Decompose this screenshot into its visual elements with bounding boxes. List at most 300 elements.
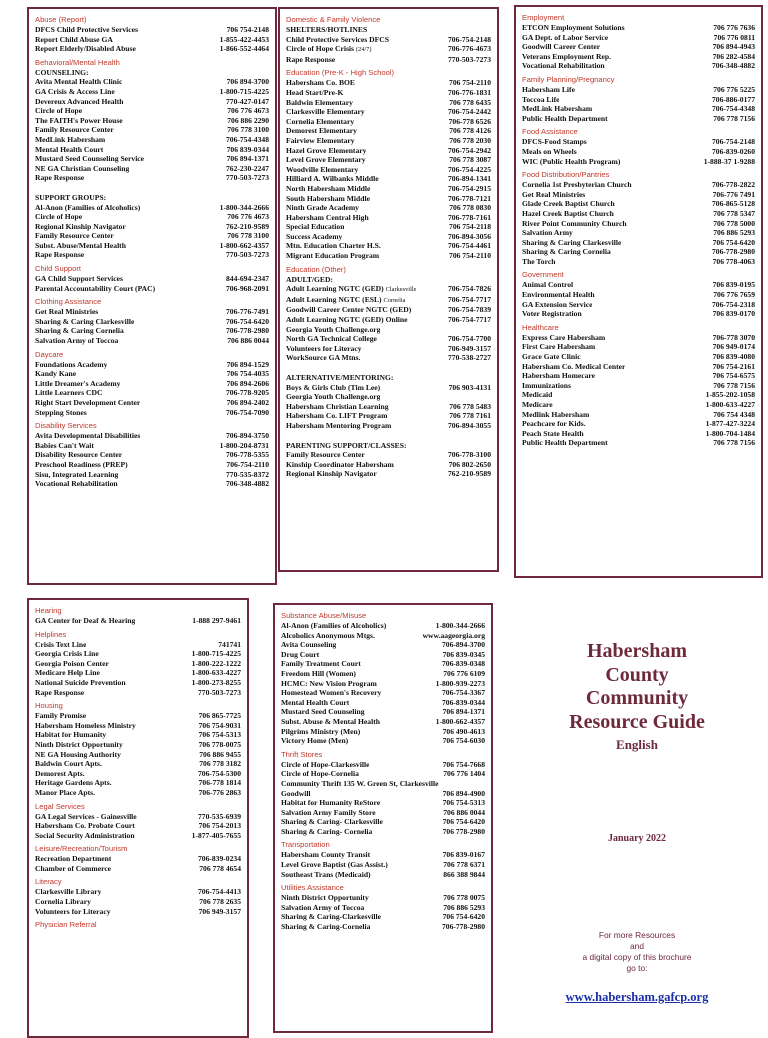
resource-name-wrap <box>35 688 84 698</box>
resource-phone: 762-230-2247 <box>225 163 269 173</box>
resource-phone: 706 894-1371 <box>442 707 485 717</box>
resource-entry <box>286 334 491 344</box>
resource-name-wrap <box>286 241 381 251</box>
resource-entry <box>286 117 491 127</box>
resource-entry <box>281 640 485 650</box>
resource-name-wrap <box>35 640 86 650</box>
resource-phone: 770-503-7273 <box>225 250 269 260</box>
resource-entry <box>522 219 755 229</box>
resource-name: NE GA Housing Authority <box>35 749 121 759</box>
resource-name: Hilliard A. Wilbanks Middle <box>286 174 379 184</box>
resource-name-wrap <box>286 222 344 232</box>
resource-name-wrap <box>522 333 605 343</box>
resource-entry <box>35 812 241 822</box>
resource-name: Salvation Army of Toccoa <box>281 902 365 912</box>
resource-phone: 706 778 2635 <box>199 897 241 907</box>
resource-phone: www.aageorgia.org <box>422 630 485 640</box>
resource-entry <box>286 392 491 402</box>
resource-entry <box>281 707 485 717</box>
resource-name-wrap <box>35 87 115 97</box>
section-title: Housing <box>35 701 63 711</box>
resource-name-wrap <box>522 52 611 62</box>
resource-name-wrap <box>35 441 94 451</box>
resource-name-wrap <box>522 352 581 362</box>
resource-name-wrap <box>286 136 355 146</box>
resource-phone: 1-855-202-1058 <box>705 390 755 400</box>
resource-name-wrap <box>286 44 372 55</box>
resource-name-wrap <box>286 402 389 412</box>
resource-name-wrap <box>35 721 136 731</box>
resource-phone: 706 754-5313 <box>198 730 241 740</box>
resource-name: Sharing & Caring- Clarkesville <box>281 817 383 827</box>
resource-name: GA Crisis & Access Line <box>35 86 115 96</box>
resource-entry <box>35 854 241 864</box>
section-title: Food Assistance <box>522 127 578 137</box>
resource-entry <box>286 325 491 335</box>
resource-phone: 844-694-2347 <box>225 274 269 284</box>
resource-name-wrap <box>522 257 555 267</box>
resource-entry <box>35 231 269 241</box>
resource-phone: 706 886 0044 <box>227 336 269 346</box>
resource-phone: 706 949-0174 <box>712 342 755 352</box>
resource-name: Little Learners CDC <box>35 388 103 398</box>
resource-phone: 706 754-2110 <box>449 78 491 88</box>
section-title: Leisure/Recreation/Tourism <box>35 844 128 854</box>
resource-name-wrap <box>35 907 111 917</box>
resource-entry <box>35 759 241 769</box>
resource-section <box>35 58 269 183</box>
resource-name: Avita Mental Health Clinic <box>35 77 123 87</box>
resource-section <box>281 840 485 879</box>
resource-name-wrap <box>281 621 386 631</box>
panel-2 <box>278 7 499 572</box>
resource-phone: 706 754-6575 <box>712 371 755 381</box>
resource-name-wrap <box>286 460 394 470</box>
resource-entry <box>522 400 755 410</box>
resource-entry <box>281 808 485 818</box>
resource-entry <box>286 146 491 156</box>
section-title: Clothing Assistance <box>35 297 102 307</box>
resource-entry <box>286 450 491 460</box>
resource-name-wrap <box>522 410 589 420</box>
resource-name-wrap <box>286 421 391 431</box>
resource-section <box>35 920 241 930</box>
resource-phone: 1-800-939-2273 <box>435 678 485 688</box>
resource-name: Habersham Co. LIFT Program <box>286 411 388 421</box>
resource-name: Special Education <box>286 222 345 232</box>
resource-phone: 706 778 6435 <box>449 97 491 107</box>
resource-phone: 706-778-2980 <box>711 247 755 257</box>
section-subtitle: ALTERNATIVE/MENTORING: <box>286 373 394 382</box>
resource-entry <box>35 106 269 116</box>
resource-name-wrap <box>522 342 595 352</box>
resource-entry <box>35 398 269 408</box>
resource-phone: 770-503-7273 <box>225 173 269 183</box>
resource-entry <box>286 284 491 295</box>
resource-name: Habitat for Humanity ReStore <box>281 798 381 808</box>
resource-entry <box>35 668 241 678</box>
resource-name-wrap <box>286 165 358 175</box>
resource-name: Heritage Gardens Apts. <box>35 778 112 788</box>
section-subtitle: SHELTERS/HOTLINES <box>286 25 368 34</box>
resource-phone: 706-754-2110 <box>226 459 269 469</box>
resource-phone: 706-754-7700 <box>447 334 491 344</box>
resource-name: Get Real Ministries <box>522 189 586 199</box>
resource-name-wrap <box>522 300 592 310</box>
resource-name-wrap <box>35 212 82 222</box>
resource-name: Mental Health Court <box>35 144 104 154</box>
resource-name-wrap <box>35 711 86 721</box>
resource-name: Habersham Homeless Ministry <box>35 720 136 730</box>
resource-name-wrap <box>281 669 356 679</box>
resource-name-wrap <box>522 290 595 300</box>
resource-section <box>281 883 485 931</box>
resource-name: NE GA Christian Counseling <box>35 163 130 173</box>
resource-entry <box>522 342 755 352</box>
resource-phone: 706 778 7156 <box>713 113 755 123</box>
resource-entry <box>35 307 269 317</box>
resource-entry <box>35 87 269 97</box>
cover-more-info <box>512 930 762 974</box>
resource-phone: 706 778 7156 <box>713 380 755 390</box>
resource-name-wrap <box>522 114 608 124</box>
resource-section <box>286 265 491 363</box>
resource-entry <box>35 164 269 174</box>
resource-name-wrap <box>35 106 82 116</box>
resource-name: Success Academy <box>286 231 343 241</box>
resource-name-wrap <box>281 679 377 689</box>
resource-name: MedLink Habersham <box>522 104 593 114</box>
resource-name-wrap <box>35 450 122 460</box>
resource-phone: 706 776 6109 <box>443 668 485 678</box>
resource-name: Ninth Grade Academy <box>286 203 359 213</box>
resource-phone: 706 778-2980 <box>442 826 485 836</box>
resource-phone: 706-894-3700 <box>441 640 485 650</box>
resource-name: Victory Home (Men) <box>281 736 349 746</box>
resource-phone: 1-866-552-4464 <box>219 44 269 54</box>
resource-name-wrap <box>286 450 365 460</box>
resource-name-wrap <box>35 25 138 35</box>
resource-name: Little Dreamer's Academy <box>35 378 121 388</box>
resource-name: DFCS-Food Stamps <box>522 137 587 147</box>
resource-name-wrap <box>35 864 111 874</box>
resource-entry <box>35 788 241 798</box>
resource-phone: 1-877-427-3224 <box>705 419 755 429</box>
resource-section <box>35 187 269 260</box>
resource-phone: 706 776 4673 <box>227 212 269 222</box>
resource-entry <box>35 460 269 470</box>
resource-name-wrap <box>35 326 124 336</box>
resource-entry <box>35 388 269 398</box>
resource-entry <box>35 408 269 418</box>
resource-name-wrap <box>281 736 348 746</box>
resource-entry <box>522 352 755 362</box>
resource-entry <box>522 257 755 267</box>
resource-name: Medicare <box>522 400 553 409</box>
resource-name-wrap <box>281 817 383 827</box>
resource-phone: 706 776 1404 <box>443 769 485 779</box>
resource-entry <box>281 736 485 746</box>
resource-name-wrap <box>35 388 102 398</box>
resource-phone: 706 754-6420 <box>442 817 485 827</box>
resource-name-wrap <box>35 831 135 841</box>
section-title: Food Distribution/Pantries <box>522 170 610 180</box>
resource-name: GA Center for Deaf & Hearing <box>35 616 136 625</box>
resource-name: Al-Anon (Families of Alcoholics) <box>35 202 141 212</box>
resource-phone: 770-535-8372 <box>225 469 269 479</box>
resource-name: Devereux Advanced Health <box>35 96 124 106</box>
resource-name-wrap <box>35 398 140 408</box>
resource-name: Habitat for Humanity <box>35 730 107 740</box>
resource-name: Georgia Crisis Line <box>35 649 99 659</box>
resource-name-wrap <box>522 419 586 429</box>
resource-phone: 1-800-633-4227 <box>191 668 241 678</box>
resource-phone: 706 839-0170 <box>712 309 755 319</box>
resource-name: Habersham Life <box>522 84 575 94</box>
resource-entry <box>35 284 269 294</box>
resource-name-wrap <box>286 469 377 479</box>
resource-phone: 706-776-7491 <box>225 307 269 317</box>
resource-name: First Care Habersham <box>522 342 596 352</box>
resource-name-wrap <box>35 369 76 379</box>
resource-name: Family Resource Center <box>286 450 365 460</box>
resource-phone: 706-754-2148 <box>711 137 755 147</box>
resource-name: Habersham Christian Learning <box>286 401 389 411</box>
resource-name-wrap <box>286 315 408 325</box>
resource-name: Community Thrift 135 W. Green St, Clarkesville <box>281 778 439 788</box>
resource-entry <box>281 650 485 660</box>
resource-name: ETCON Employment Solutions <box>522 23 625 32</box>
section-title: Family Planning/Pregnancy <box>522 74 615 84</box>
section-subtitle: SUPPORT GROUPS: <box>35 192 107 202</box>
resource-name: GA Dept. of Labor Service <box>522 32 609 42</box>
resource-entry <box>281 698 485 708</box>
resource-entry <box>522 280 755 290</box>
resource-name-wrap <box>35 241 126 251</box>
resource-entry <box>522 190 755 200</box>
resource-name: Cornelia Elementary <box>286 116 355 126</box>
resource-section <box>35 15 269 54</box>
resource-phone: 706 754-6030 <box>442 736 485 746</box>
resource-name: Family Resource Center <box>35 125 114 135</box>
resource-phone: 706 894-1529 <box>226 359 269 369</box>
resource-name-wrap <box>35 854 111 864</box>
section-title: Domestic & Family Violence <box>286 15 381 24</box>
resource-entry <box>281 659 485 669</box>
resource-entry <box>522 23 755 33</box>
resource-name: Grace Gate Clinic <box>522 352 581 362</box>
resource-phone: 706 778 7161 <box>449 411 491 421</box>
section-title: Substance Abuse/Misuse <box>281 611 367 620</box>
resource-entry <box>522 381 755 391</box>
resource-name: Get Real Ministries <box>35 307 99 317</box>
resource-entry <box>35 431 269 441</box>
resource-name: Avita Developmental Disabilities <box>35 431 141 441</box>
cover-date: January 2022 <box>607 833 667 844</box>
resource-phone: 706-754-4225 <box>447 164 491 174</box>
resource-phone: 706-754-7717 <box>447 315 491 325</box>
resource-name-wrap <box>281 631 375 641</box>
resource-name-wrap <box>35 154 144 164</box>
resource-entry <box>522 199 755 209</box>
resource-name-wrap <box>286 213 369 223</box>
resource-phone: 706 776 7659 <box>713 290 755 300</box>
resource-phone: 706-778-3100 <box>447 450 491 460</box>
resource-name: Report Elderly/Disabled Abuse <box>35 44 136 54</box>
resource-entry <box>522 114 755 124</box>
resource-name: Kinship Coordinator Habersham <box>286 459 394 469</box>
resource-name: Rape Response <box>286 54 336 64</box>
resource-phone: 1-800-344-2666 <box>219 202 269 212</box>
resource-entry <box>286 295 491 306</box>
resource-name: Ninth District Opportunity <box>35 739 123 749</box>
resource-phone: 1-800-204-8731 <box>219 440 269 450</box>
resource-name-wrap <box>35 769 85 779</box>
resource-name: Goodwill <box>281 788 311 798</box>
resource-phone: 706-839-0260 <box>711 146 755 156</box>
resource-entry <box>522 209 755 219</box>
resource-name-wrap <box>522 61 605 71</box>
resource-phone: 706-754-7826 <box>447 284 491 294</box>
resource-phone: 706-754-7717 <box>447 294 491 304</box>
resource-phone: 706 839-4080 <box>712 352 755 362</box>
resource-name-wrap <box>286 392 380 402</box>
resource-phone: 706 802-2650 <box>448 459 491 469</box>
resource-entry <box>522 371 755 381</box>
resource-name: South Habersham Middle <box>286 193 370 203</box>
resource-phone: 706 839-0167 <box>442 850 485 860</box>
section-title: Physician Referral <box>35 920 97 930</box>
resource-entry <box>35 721 241 731</box>
resource-name-wrap <box>286 411 387 421</box>
resource-phone: 706-886-0177 <box>711 94 755 104</box>
resource-name: Level Grove Baptist (Gas Assist.) <box>281 860 388 870</box>
resource-entry <box>286 165 491 175</box>
resource-name: Habersham Co. Probate Court <box>35 821 135 831</box>
resource-name-wrap <box>522 371 595 381</box>
resource-name: Disability Resource Center <box>35 450 123 460</box>
section-title: Transportation <box>281 840 330 850</box>
resource-phone: 706-754-3367 <box>441 688 485 698</box>
resource-phone: 1-877-405-7655 <box>191 830 241 840</box>
resource-phone: 706 754-7668 <box>442 759 485 769</box>
resource-name: Freedom Hill (Women) <box>281 668 356 678</box>
resource-name: Vocational Rehabilitation <box>522 61 605 71</box>
resource-name: Salvation Army of Toccoa <box>35 336 119 346</box>
resource-name: Southeast Trans (Medicaid) <box>281 869 371 879</box>
resource-phone: 706-754-2318 <box>711 299 755 309</box>
resource-name: Rape Response <box>35 173 85 183</box>
resource-name-wrap <box>281 727 360 737</box>
resource-name: Medlink Habersham <box>522 409 590 419</box>
resource-entry <box>35 678 241 688</box>
section-subtitle: COUNSELING: <box>35 67 89 77</box>
resource-name: Vocational Rehabilitation <box>35 479 118 489</box>
resource-phone: 706 490-4613 <box>442 726 485 736</box>
resource-name: Migrant Education Program <box>286 251 380 261</box>
resource-entry <box>281 631 485 641</box>
resource-name: Habersham Homecare <box>522 371 596 381</box>
resource-name-wrap <box>35 649 99 659</box>
resource-name: North GA Technical College <box>286 334 377 344</box>
resource-entry <box>35 379 269 389</box>
resource-name-wrap <box>522 33 608 43</box>
resource-section <box>35 877 241 916</box>
resource-name-wrap <box>286 146 366 156</box>
section-title: Healthcare <box>522 322 559 332</box>
resource-name: WIC (Public Health Program) <box>522 156 621 166</box>
resource-name: Circle of Hope <box>35 212 83 222</box>
resource-name-wrap <box>35 759 102 769</box>
resource-phone: 706-754-4348 <box>225 134 269 144</box>
resource-name-wrap <box>281 912 381 922</box>
resource-entry <box>522 180 755 190</box>
resource-entry <box>522 147 755 157</box>
resource-entry <box>35 135 269 145</box>
resource-entry <box>35 222 269 232</box>
resource-section <box>522 127 755 166</box>
resource-phone: 1-800-662-4357 <box>219 240 269 250</box>
resource-phone: 706-778 3070 <box>712 332 755 342</box>
resource-entry <box>35 479 269 489</box>
resource-entry <box>35 241 269 251</box>
resource-name: Georgia Poison Center <box>35 658 109 668</box>
resource-entry <box>281 860 485 870</box>
resource-name-wrap <box>286 184 370 194</box>
resource-entry <box>281 669 485 679</box>
resource-entry <box>286 98 491 108</box>
resource-name: Foundations Academy <box>35 359 108 369</box>
resource-phone: 706 754-2148 <box>226 25 269 34</box>
resource-name-wrap <box>281 860 388 870</box>
resource-phone: 706-754-5300 <box>197 768 241 778</box>
website-link[interactable]: www.habersham.gafcp.org <box>565 990 709 1004</box>
resource-name-wrap <box>522 209 614 219</box>
resource-name-wrap <box>286 78 355 88</box>
resource-phone: 706 754-2161 <box>712 361 755 371</box>
resource-phone: 706 894-2606 <box>226 378 269 388</box>
resource-phone: 706-839-0234 <box>197 854 241 864</box>
resource-name-wrap <box>522 190 585 200</box>
resource-name: Subst. Abuse/Mental Health <box>35 240 126 250</box>
resource-name: DFCS Child Protective Services <box>35 25 138 34</box>
resource-entry <box>35 369 269 379</box>
resource-name: Habersham County Transit <box>281 850 371 860</box>
resource-name: Adult Learning NGTC (GED) Online <box>286 315 408 325</box>
section-title: Literacy <box>35 877 62 887</box>
resource-entry <box>281 912 485 922</box>
resource-name: Volunteers for Literacy <box>35 906 111 916</box>
resource-name: Immunizations <box>522 380 571 390</box>
resource-name-wrap <box>35 659 109 669</box>
resource-name-wrap <box>281 808 376 818</box>
resource-phone: 706 754 4348 <box>713 409 755 419</box>
resource-name: Habersham Central High <box>286 212 369 222</box>
resource-name: Circle of Hope-Clarkesville <box>281 759 370 769</box>
resource-name: Crisis Text Line <box>35 639 87 649</box>
resource-entry <box>522 61 755 71</box>
resource-phone: 706 886 9455 <box>199 749 241 759</box>
resource-name: Cornelia Library <box>35 897 91 907</box>
resource-name: Environmental Health <box>522 290 595 300</box>
resource-name-wrap <box>286 88 343 98</box>
resource-name: Toccoa Life <box>522 94 560 104</box>
resource-name-wrap <box>35 360 107 370</box>
resource-name: Level Grove Elementary <box>286 155 366 165</box>
resource-entry <box>522 333 755 343</box>
resource-name: Chamber of Commerce <box>35 863 112 873</box>
resource-phone: 706 778 5483 <box>449 401 491 411</box>
